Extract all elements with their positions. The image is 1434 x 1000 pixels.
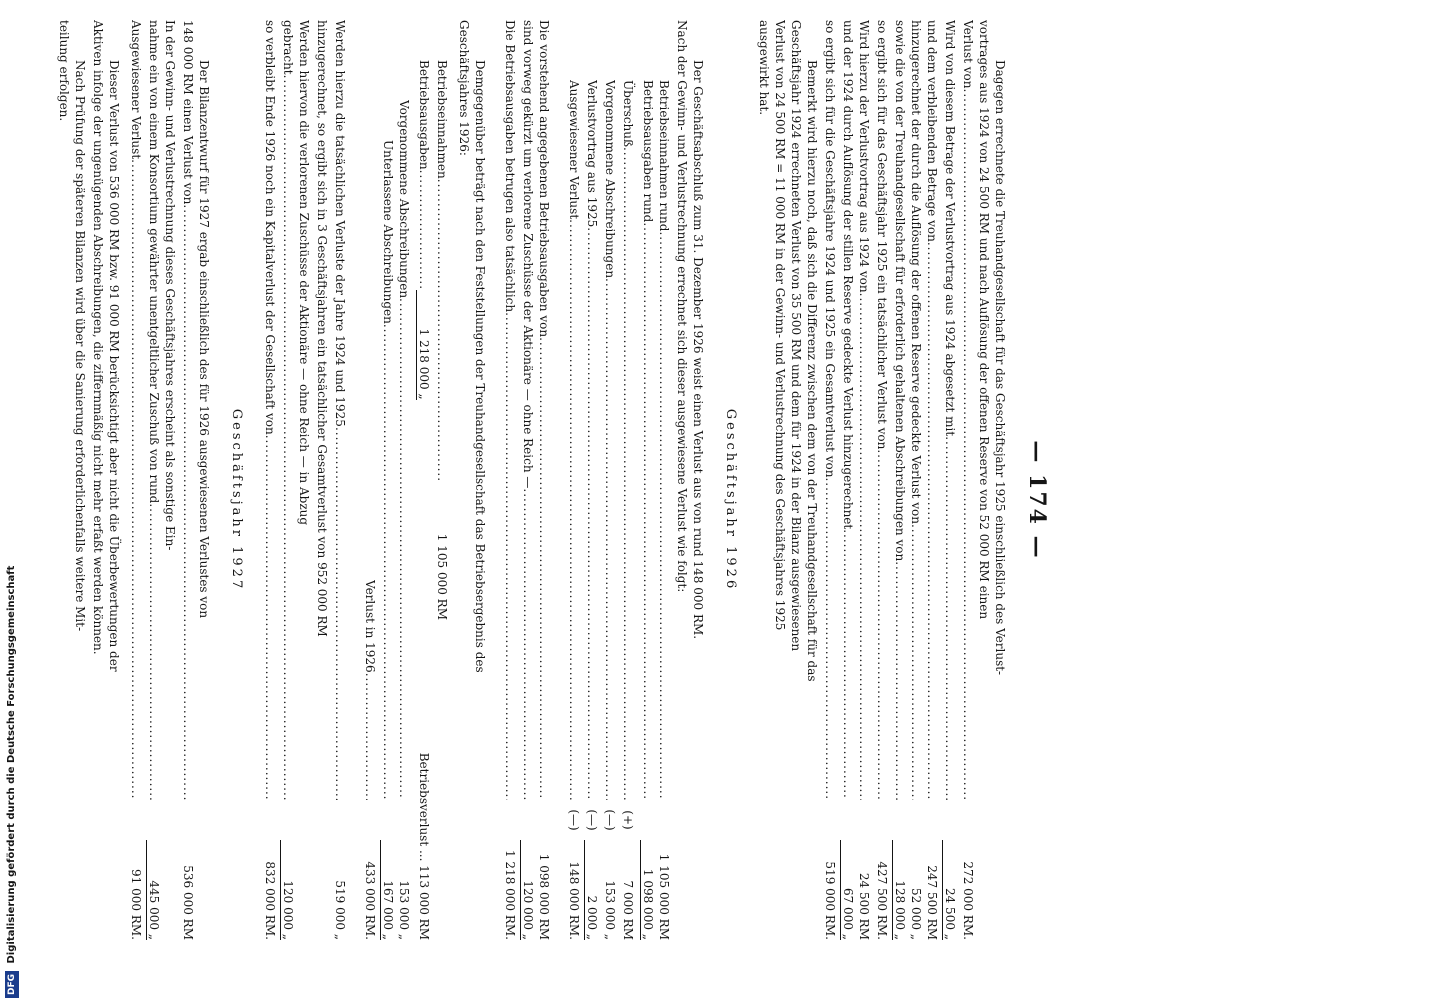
dot-leader bbox=[620, 147, 636, 800]
line-sign bbox=[380, 800, 396, 840]
dot-leader bbox=[180, 204, 196, 800]
line-text: vortrages aus 1924 von 24 500 RM und nach Auflösung der offenen Reserve von 52 000 RM einen bbox=[977, 20, 991, 620]
line-amount: 24 500 RM bbox=[857, 872, 871, 940]
line-label: Werden hierzu die tatsächlichen Verluste der Jahre 1924 und 1925 bbox=[333, 20, 347, 427]
text-line bbox=[332, 20, 348, 940]
line-text: ausgewirkt hat. bbox=[757, 20, 771, 116]
text-line bbox=[162, 20, 178, 940]
line-label: Überschuß bbox=[621, 80, 635, 147]
line-sign bbox=[128, 800, 144, 840]
line-label: gebracht bbox=[281, 20, 295, 75]
line-sign bbox=[960, 800, 976, 840]
dot-leader bbox=[602, 278, 618, 800]
text-line bbox=[314, 20, 330, 940]
line-text: Demgegenüber beträgt nach den Feststellungen der Treuhandgesellschaft das Betriebsergebnis des bbox=[473, 60, 487, 673]
text-line bbox=[856, 20, 872, 940]
text-line bbox=[602, 80, 618, 940]
dot-leader bbox=[892, 561, 908, 800]
line-label: nahme ein von einem Konsortium gewährter unentgeltlicher Zuschuß von rund bbox=[147, 20, 161, 504]
dot-leader bbox=[502, 312, 518, 800]
line-sign bbox=[536, 800, 552, 840]
dot-leader bbox=[856, 293, 872, 800]
dot-leader bbox=[416, 170, 432, 290]
line-label: so ergibt sich für das Geschäftsjahr 1925 ein tatsächlicher Verlust von bbox=[875, 20, 889, 450]
line-sign bbox=[908, 800, 924, 840]
text-line bbox=[362, 580, 378, 940]
line-text: Bemerkt wird hierzu noch, daß sich die Differenz zwischen dem von der Treuhandgesellschaft für das bbox=[805, 60, 819, 682]
line-label: so ergibt sich für die Geschäftsjahre 1924 und 1925 ein Gesamtverlust von bbox=[823, 20, 837, 478]
line-label: Vorgenommene Abschreibungen bbox=[603, 80, 617, 279]
dot-leader bbox=[822, 477, 838, 800]
line-amount: 832 000 RM. bbox=[263, 861, 277, 940]
text-line bbox=[674, 20, 690, 940]
line-sign bbox=[332, 800, 348, 840]
line-amount: 427 500 RM. bbox=[875, 861, 889, 940]
text-line bbox=[772, 20, 788, 940]
text-line bbox=[584, 80, 600, 940]
rotated-text-block bbox=[57, 20, 1070, 960]
line-amount: 24 500 „ bbox=[942, 840, 958, 940]
text-line bbox=[280, 20, 296, 940]
line-sign bbox=[262, 800, 278, 840]
line-label: Wird von diesem Betrage der Verlustvortrag aus 1924 abgesetzt mit bbox=[943, 20, 957, 437]
text-line bbox=[722, 20, 738, 980]
line-text: Dieser Verlust von 536 000 RM bzw. 91 000 RM berücksichtigt aber nicht die Überbewertungen der bbox=[107, 60, 121, 672]
line-sign bbox=[924, 800, 940, 840]
line-amount: 433 000 RM. bbox=[363, 861, 377, 940]
text-line bbox=[976, 20, 992, 940]
line-text: Geschäftsjahres 1926: bbox=[457, 20, 471, 156]
line-amount: 52 000 „ bbox=[909, 887, 923, 940]
line-amount: 91 000 RM. bbox=[129, 869, 143, 940]
line-label: so verbleibt Ende 1926 noch ein Kapitalverlust der Gesellschaft von bbox=[263, 20, 277, 435]
line-sign bbox=[874, 800, 890, 840]
text-line bbox=[228, 20, 244, 980]
line-extra: Betriebsverlust ... 113 000 RM bbox=[417, 752, 431, 940]
line-label: Betriebseinnahmen bbox=[435, 60, 449, 179]
line-text: Nach der Gewinn- und Verlustrechnung errechnet sich dieser ausgewiesene Verlust wie folgt: bbox=[675, 20, 689, 593]
text-line bbox=[822, 20, 838, 940]
line-sign bbox=[180, 800, 196, 840]
line-amount: 1 218 000 „ bbox=[416, 290, 432, 400]
dot-leader bbox=[434, 179, 450, 480]
dot-leader bbox=[908, 524, 924, 800]
line-label: Die vorstehend angegebenen Betriebsausgaben von bbox=[537, 20, 551, 338]
line-label: Verlust in 1926 bbox=[363, 580, 377, 673]
line-sign bbox=[656, 800, 672, 840]
text-line bbox=[804, 60, 820, 940]
line-sign bbox=[856, 800, 872, 840]
line-sign: (—) bbox=[585, 809, 599, 831]
dot-leader bbox=[942, 436, 958, 800]
line-amount: 120 000 „ bbox=[520, 840, 536, 940]
line-amount: 1 105 000 RM bbox=[435, 533, 449, 620]
line-text: hinzugerechnet, so ergibt sich in 3 Geschäftsjahren ein tatsächlicher Gesamtverlust von 952 000 RM bbox=[315, 20, 329, 637]
dot-leader bbox=[840, 529, 856, 800]
line-label: sind vorweg gekürzt um verlorene Zuschüsse der Aktionäre — ohne Reich — bbox=[521, 20, 535, 489]
dot-leader bbox=[380, 324, 396, 800]
line-sign: (—) bbox=[567, 809, 581, 831]
line-amount: 272 000 RM. bbox=[961, 861, 975, 940]
dot-leader bbox=[566, 219, 582, 800]
section-heading: Geschäftsjahr 1927 bbox=[229, 408, 244, 592]
text-line bbox=[536, 20, 552, 940]
digitization-credit bbox=[2, 565, 22, 998]
dot-leader bbox=[874, 449, 890, 800]
line-text: Der Geschäftsabschluß zum 31. Dezember 1926 weist einen Verlust aus von rund 148 000 RM. bbox=[691, 60, 705, 640]
line-amount: 148 000 RM. bbox=[567, 861, 581, 940]
line-sign bbox=[640, 800, 656, 840]
page-number: — 174 — bbox=[1024, 440, 1050, 560]
dot-leader bbox=[262, 435, 278, 800]
dot-leader bbox=[280, 75, 296, 800]
text-line bbox=[90, 20, 106, 940]
line-sign bbox=[362, 800, 378, 840]
line-sign: (+) bbox=[621, 810, 635, 830]
text-line bbox=[296, 20, 312, 940]
line-sign bbox=[520, 800, 536, 840]
line-label: Vorgenommene Abschreibungen bbox=[397, 100, 411, 299]
line-text: Der Bilanzentwurf für 1927 ergab einschließlich des für 1926 ausgewiesenen Verlustes von bbox=[197, 60, 211, 619]
line-amount: 167 000 „ bbox=[380, 840, 396, 940]
line-amount: 1 098 000 „ bbox=[640, 840, 656, 940]
line-label: Ausgewiesener Verlust bbox=[129, 20, 143, 160]
text-line bbox=[396, 100, 412, 940]
line-amount: 445 000 „ bbox=[146, 840, 162, 940]
dfg-logo-icon: DFG bbox=[5, 971, 19, 998]
text-line bbox=[180, 20, 196, 940]
text-line bbox=[924, 20, 940, 940]
line-sign bbox=[822, 800, 838, 840]
dot-leader bbox=[362, 673, 378, 800]
text-line bbox=[196, 60, 212, 940]
dot-leader bbox=[536, 337, 552, 800]
line-label: Betriebseinnahmen rund bbox=[657, 80, 671, 232]
line-amount: 153 000 „ bbox=[397, 880, 411, 940]
line-text: Verlust von 24 500 RM = 11 000 RM in der Gewinn- und Verlustrechnung des Geschäftsjahres 1925 bbox=[773, 20, 787, 631]
line-sign bbox=[502, 800, 518, 840]
section-heading: Geschäftsjahr 1926 bbox=[723, 408, 738, 592]
line-label: Betriebsausgaben rund bbox=[641, 80, 655, 223]
line-label: Betriebsausgaben bbox=[417, 60, 431, 170]
dot-leader bbox=[656, 231, 672, 800]
line-amount: 536 000 RM bbox=[181, 865, 195, 940]
text-line bbox=[690, 60, 706, 940]
line-sign bbox=[942, 800, 958, 840]
line-sign bbox=[434, 480, 450, 520]
text-line bbox=[992, 60, 1008, 940]
text-line bbox=[892, 20, 908, 940]
text-line bbox=[840, 20, 856, 940]
line-sign bbox=[146, 800, 162, 840]
line-amount: 1 098 000 RM bbox=[537, 853, 551, 940]
line-label: sowie die von der Treuhandgesellschaft für erforderlich gehaltenen Abschreibungen von bbox=[893, 20, 907, 562]
text-line bbox=[520, 20, 536, 940]
line-amount: 128 000 „ bbox=[892, 840, 908, 940]
line-amount: 1 105 000 RM bbox=[657, 853, 671, 940]
line-amount: 519 000 „ bbox=[333, 880, 347, 940]
text-line bbox=[656, 80, 672, 940]
line-text: In der Gewinn- und Verlustrechnung dieses Geschäftsjahres erscheint als sonstige Ein- bbox=[163, 20, 177, 551]
text-line bbox=[942, 20, 958, 940]
line-label: Die Betriebsausgaben betrugen also tatsächlich bbox=[503, 20, 517, 313]
line-text: Aktiven infolge der ungenügenden Abschreibungen, die ziffernmäßig nicht mehr erfaßt werden können. bbox=[91, 20, 105, 655]
text-line bbox=[72, 60, 88, 940]
dot-leader bbox=[584, 227, 600, 800]
text-line bbox=[434, 60, 450, 620]
line-label: Wird hierzu der Verlustvortrag aus 1924 von bbox=[857, 20, 871, 293]
text-line bbox=[146, 20, 162, 940]
line-label: und der 1924 durch Auflösung der stillen Reserve gedeckte Verlust hinzugerechnet bbox=[841, 20, 855, 530]
line-label: 148 000 RM einen Verlust von bbox=[181, 20, 195, 205]
line-sign bbox=[892, 800, 908, 840]
text-line bbox=[908, 20, 924, 940]
line-amount: 7 000 RM bbox=[621, 880, 635, 940]
text-line bbox=[640, 80, 656, 940]
credit-text: Digitalisierung gefördert durch die Deutsche Forschungsgemeinschaft bbox=[6, 565, 17, 964]
line-text: Geschäftsjahr 1924 errechneten Verlust von 35 500 RM und dem für 1924 in der Bilanz ausgewiesenen bbox=[789, 20, 803, 652]
text-line bbox=[960, 20, 976, 940]
line-label: Verlust von bbox=[961, 20, 975, 89]
line-text: Werden hiervon die verlorenen Zuschüsse der Aktionäre — ohne Reich — in Abzug bbox=[297, 20, 311, 526]
line-sign bbox=[280, 800, 296, 840]
text-line bbox=[262, 20, 278, 940]
dot-leader bbox=[640, 222, 656, 800]
text-line bbox=[380, 140, 396, 940]
text-line bbox=[620, 80, 636, 940]
text-line bbox=[56, 20, 72, 940]
dot-leader bbox=[128, 159, 144, 800]
dot-leader bbox=[332, 427, 348, 800]
text-line bbox=[566, 80, 582, 940]
dot-leader bbox=[396, 298, 412, 800]
dot-leader bbox=[960, 89, 976, 801]
dot-leader bbox=[146, 503, 162, 800]
line-sign bbox=[396, 800, 412, 840]
text-line bbox=[106, 60, 122, 940]
line-label: und dem verbleibenden Betrage von bbox=[925, 20, 939, 242]
line-label: Unterlassene Abschreibungen bbox=[381, 140, 395, 324]
text-line bbox=[416, 60, 432, 940]
dot-leader bbox=[520, 488, 536, 800]
line-label: hinzugerechnet der durch die Auflösung der offenen Reserve gedeckte Verlust von bbox=[909, 20, 923, 524]
line-amount: 153 000 „ bbox=[603, 880, 617, 940]
line-amount: 120 000 „ bbox=[280, 840, 296, 940]
text-line bbox=[472, 60, 488, 940]
text-line bbox=[502, 20, 518, 940]
text-line bbox=[456, 20, 472, 940]
line-sign bbox=[840, 800, 856, 840]
line-text: Dagegen errechnete die Treuhandgesellschaft für das Geschäftsjahr 1925 einschließlich des Verlust- bbox=[993, 60, 1007, 676]
dot-leader bbox=[924, 242, 940, 800]
line-sign: (—) bbox=[603, 809, 617, 831]
line-amount: 1 218 000 RM. bbox=[503, 849, 517, 940]
line-label: Verlustvortrag aus 1925 bbox=[585, 80, 599, 228]
line-text: teilung erfolgen. bbox=[57, 20, 71, 122]
line-amount: 67 000 „ bbox=[840, 840, 856, 940]
text-line bbox=[788, 20, 804, 940]
line-amount: 519 000 RM. bbox=[823, 861, 837, 940]
line-label: Ausgewiesener Verlust bbox=[567, 80, 581, 220]
text-line bbox=[874, 20, 890, 940]
line-amount: 247 500 RM bbox=[925, 865, 939, 940]
line-text: Nach Prüfung der späteren Bilanzen wird über die Sanierung erforderlichenfalls weitere Mit- bbox=[73, 60, 87, 632]
line-amount: 2 000 „ bbox=[584, 840, 600, 940]
text-line bbox=[128, 20, 144, 940]
text-line bbox=[756, 20, 772, 940]
